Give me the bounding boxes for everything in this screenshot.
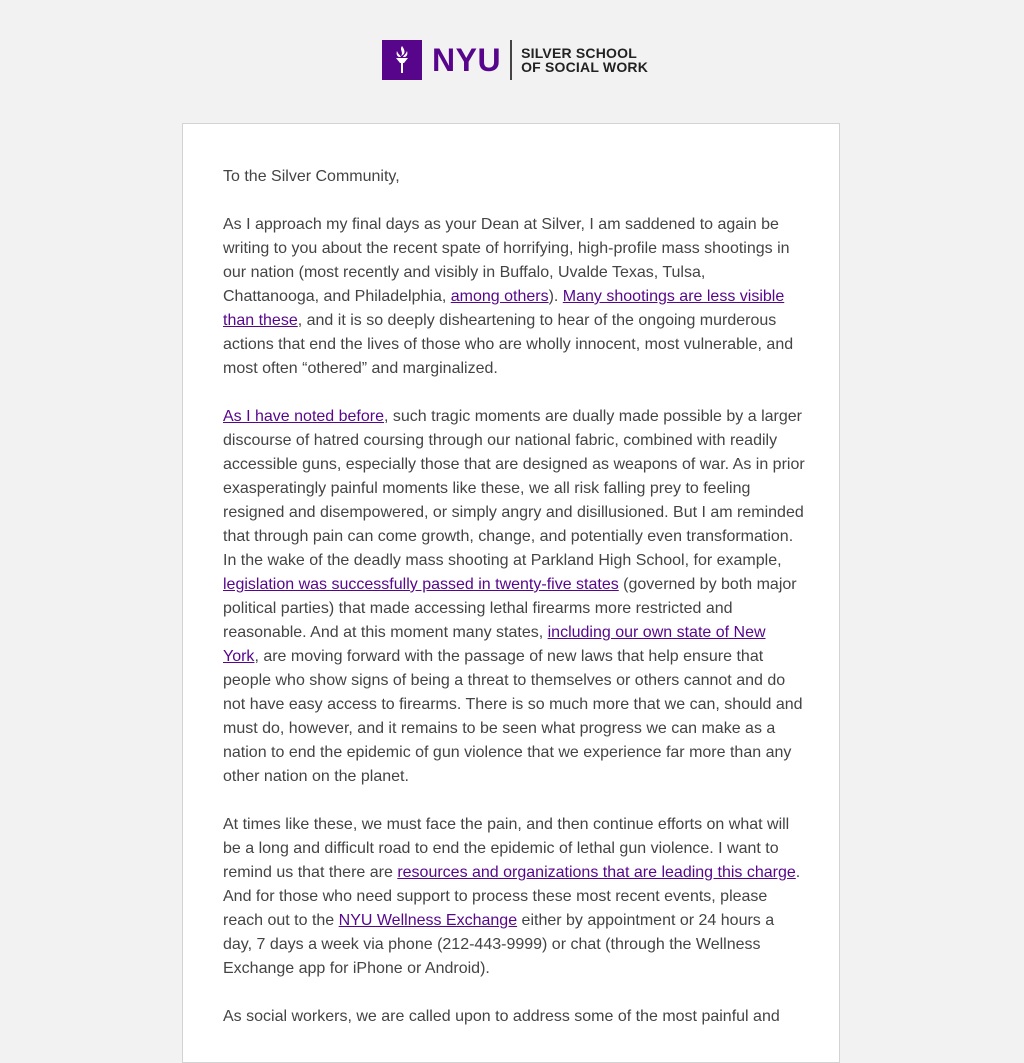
greeting: To the Silver Community, <box>223 168 400 185</box>
letter-card <box>182 123 840 1063</box>
paragraph-4-text-1: As social workers, we are called upon to address some of the most painful and <box>223 1008 780 1025</box>
link-less-visible-shootings[interactable]: Many shootings are less visible than these <box>223 288 785 329</box>
link-resources-organizations[interactable]: resources and organizations that are leading this charge <box>397 864 796 881</box>
paragraph-4 <box>223 1005 805 1029</box>
paragraph-3-text-3: either by appointment or 24 hours a day, 7 days a week via phone (212-443-9999) or chat (through the Wellness Exchange app for iPhone or Android). <box>223 912 775 977</box>
link-wellness-exchange[interactable]: NYU Wellness Exchange <box>338 912 518 929</box>
paragraph-2-text-3: , are moving forward with the passage of new laws that help ensure that people who show signs of being a threat to themselves or others cannot and do not have easy access to firearms. There is so much more that we can, should and must do, however, and it remains to be seen what progress we can make as a nation to end the epidemic of gun violence that we experience far more than any other nation on the planet. <box>223 648 803 785</box>
paragraph-1-text-2: ). <box>548 288 563 305</box>
link-noted-before[interactable]: As I have noted before <box>223 408 384 425</box>
school-name <box>521 46 648 74</box>
nyu-silver-logo[interactable] <box>382 40 648 80</box>
torch-icon <box>382 40 422 80</box>
email-header <box>0 0 1024 124</box>
letter-body <box>223 165 805 1053</box>
school-name-line2: OF SOCIAL WORK <box>521 59 649 75</box>
logo-divider <box>510 40 512 80</box>
paragraph-1 <box>223 213 805 381</box>
paragraph-2-text-2: (governed by both major political parties) that made accessing lethal firearms more restricted and reasonable. And at this moment many states, <box>223 576 797 641</box>
link-among-others[interactable]: among others <box>450 288 549 305</box>
nyu-wordmark: NYU <box>432 42 502 78</box>
paragraph-1-text-1: As I approach my final days as your Dean at Silver, I am saddened to again be writing to you about the recent spate of horrifying, high-profile mass shootings in our nation (most recently and visibly in Buffalo, Uvalde Texas, Tulsa, Chattanooga, and Philadelphia, <box>223 216 790 305</box>
paragraph-3 <box>223 813 805 981</box>
school-name-line1: SILVER SCHOOL <box>521 45 637 61</box>
paragraph-3-text-2: . And for those who need support to process these most recent events, please reach out to the <box>223 864 801 929</box>
torch-icon-graphic <box>391 45 413 75</box>
paragraph-2 <box>223 405 805 789</box>
paragraph-1-text-3: , and it is so deeply disheartening to hear of the ongoing murderous actions that end the lives of those who are wholly innocent, most vulnerable, and most often “othered” and marginalized. <box>223 312 794 377</box>
link-new-york-state[interactable]: including our own state of New York <box>223 624 766 665</box>
paragraph-2-text-1: , such tragic moments are dually made possible by a larger discourse of hatred coursing through our national fabric, combined with readily accessible guns, especially those that are designed as weapons of war. As in prior exasperatingly painful moments like these, we all risk falling prey to feeling resigned and disempowered, or simply angry and disillusioned. But I am reminded that through pain can come growth, change, and potentially even transformation. In the wake of the deadly mass shooting at Parkland High School, for example, <box>223 408 805 569</box>
link-legislation-passed[interactable]: legislation was successfully passed in twenty-five states <box>223 576 619 593</box>
paragraph-3-text-1: At times like these, we must face the pain, and then continue efforts on what will be a long and difficult road to end the epidemic of lethal gun violence. I want to remind us that there are <box>223 816 790 881</box>
